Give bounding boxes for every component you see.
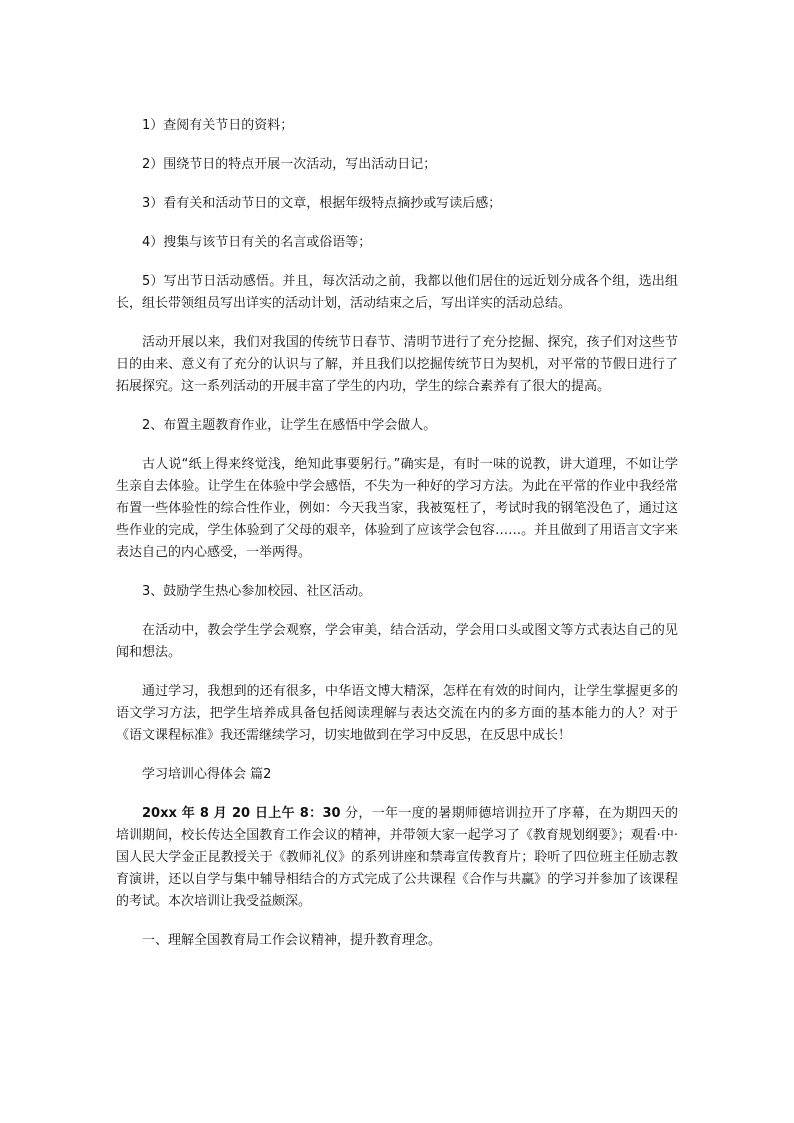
list-item: 2）围绕节日的特点开展一次活动，写出活动日记； [142,157,437,172]
list-item: 4）搜集与该节日有关的名言或俗语等； [142,235,372,250]
section-heading: 2、布置主题教育作业，让学生在感悟中学会做人。 [142,418,437,433]
article-title: 学习培训心得体会 篇2 [142,767,272,782]
paragraph-activity-summary: 活动开展以来，我们对我国的传统节日春节、清明节进行了充分挖掘、探究，孩子们对这些节日的由来、意义有了充分的认识与了解，并且我们以挖掘传统节日为契机，对平常的节假日进行了拓展探究。这一系列活动的开展丰富了学生的内功，学生的综合素养有了很大的提高。 [116,335,678,394]
list-item: 1）查阅有关节日的资料； [142,118,294,133]
paragraph-activities: 在活动中，教会学生学会观察，学会审美，结合活动，学会用口头或图文等方式表达自己的见闻和想法。 [116,623,678,660]
paragraph-training-intro [116,803,678,913]
date-text: 20xx 年 8 月 20 日上午 8：30 [142,806,341,821]
section-heading: 一、理解全国教育局工作会议精神，提升教育理念。 [142,933,442,948]
paragraph-homework: 古人说“纸上得来终觉浅，绝知此事要躬行。”确实是，有时一味的说教，讲大道理，不如让学生亲自去体验。让学生在体验中学会感悟，不失为一种好的学习方法。为此在平常的作业中我经常布置一些体验性的综合性作业，例如：今天我当家，我被冤枉了，考试时我的钢笔没色了，通过这些作业的完成，学生体验到了父母的艰辛，体验到了应该学会包容……。并且做到了用语言文字来表达自己的内心感受，一举两得。 [116,457,678,560]
list-item: 5）写出节日活动感悟。并且，每次活动之前，我都以他们居住的远近划分成各个组，选出组长，组长带领组员写出详实的活动计划，活动结束之后，写出详实的活动总结。 [116,274,678,311]
section-heading: 3、鼓励学生热心参加校园、社区活动。 [142,584,372,599]
paragraph-text: 分，一年一度的暑期师德培训拉开了序幕，在为期四天的培训期间，校长传达全国教育工作会议的精神，并带领大家一起学习了《教育规划纲要》；观看·中·国人民大学金正昆教授关于《教师礼仪》的系列讲座和禁毒宣传教育片；聆听了四位班主任励志教育演讲，还以自学与集中辅导相结合的方式完成了公共课程《合作与共赢》的学习并参加了该课程的考试。本次培训让我受益颇深。 [116,806,678,909]
document-page [116,115,678,969]
paragraph-reflection: 通过学习，我想到的还有很多，中华语文博大精深，怎样在有效的时间内，让学生掌握更多的语文学习方法，把学生培养成具备包括阅读理解与表达交流在内的多方面的基本能力的人？对于《语文课程标准》我还需继续学习，切实地做到在学习中反思，在反思中成长！ [116,684,678,743]
list-item: 3）看有关和活动节日的文章，根据年级特点摘抄或写读后感； [142,196,502,211]
